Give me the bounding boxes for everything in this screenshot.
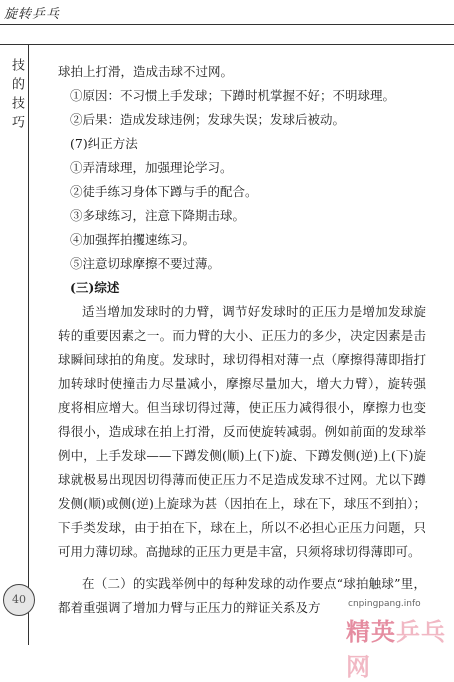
method-item: ①弄清球理，加强理论学习。 (70, 160, 233, 175)
summary-paragraph-continued: 在（二）的实践举例中的每种发球的动作要点“球拍触球”里，都着重强调了增加力臂与正压力的辩证关系及方 (58, 576, 426, 615)
running-header-title: 旋转乒乓 (4, 7, 61, 22)
body-line: 球拍上打滑，造成击球不过网。 (58, 64, 234, 79)
subsection-heading: (7)纠正方法 (70, 136, 138, 151)
page-number: 40 (3, 584, 35, 616)
watermark-logo-part-b: 乒乓网 (346, 618, 446, 681)
side-column (0, 45, 29, 645)
watermark-logo-part-a: 精英 (346, 618, 396, 646)
header-rule-top (0, 24, 454, 25)
method-item: ③多球练习，注意下降期击球。 (70, 208, 246, 223)
section-heading: (三)综述 (70, 280, 120, 295)
consequence-line: ②后果：造成发球违例；发球失误；发球后被动。 (70, 112, 346, 127)
page-body (58, 60, 426, 620)
cause-line: ①原因：不习惯上手发球；下蹲时机掌握不好；不明球理。 (70, 88, 396, 103)
method-item: ④加强挥拍攫速练习。 (70, 232, 196, 247)
summary-paragraph: 适当增加发球时的力臂，调节好发球时的正压力是增加发球旋转的重要因素之一。而力臂的大小、正压力的多少，决定因素是击球瞬间球拍的角度。发球时，球切得相对薄一点（摩擦得薄即指打加转球时使撞击力尽量减小，摩擦尽量加大，增大力臂），旋转强度将相应增大。但当球切得过薄，使正压力减得很小，摩擦力也变得很小，造成球在拍上打滑，反而使旋转减弱。例如前面的发球举例中，上手发球——下蹲发侧(顺)上(下)旋、下蹲发侧(逆)上(下)旋球就极易出现因切得薄而使正压力不足造成发球不过网。尤以下蹲发侧(顺)或侧(逆)上旋球为甚（因拍在上，球在下，球压不到拍）；下手类发球，由于拍在下，球在上，所以不必担心正压力问题，只可用力薄切球。高抛球的正压力更是丰富，只须将球切得薄即可。 (58, 304, 426, 559)
method-item: ②徒手练习身体下蹲与手的配合。 (70, 184, 258, 199)
header-rule-bottom (0, 44, 454, 45)
side-chapter-label: 技的技巧 (9, 58, 24, 134)
watermark-url: cnpingpang.info (348, 599, 421, 609)
method-item: ⑤注意切球摩擦不要过薄。 (70, 256, 221, 271)
watermark-logo (346, 612, 454, 682)
